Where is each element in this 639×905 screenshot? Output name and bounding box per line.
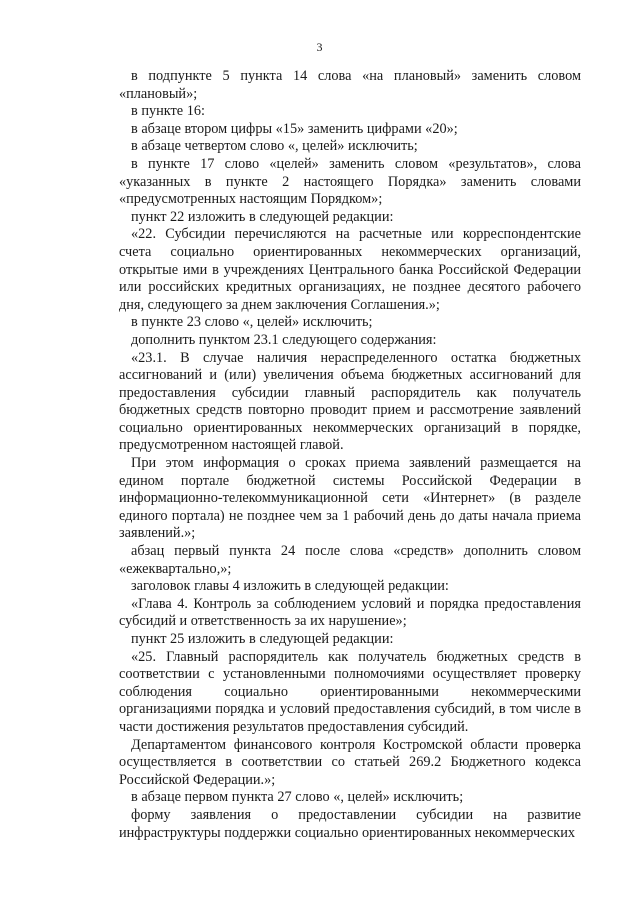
paragraph: в абзаце первом пункта 27 слово «, целей» исключить; <box>131 789 464 806</box>
page-number: 3 <box>316 40 323 54</box>
paragraph: пункт 25 изложить в следующей редакции: <box>131 631 394 647</box>
paragraph: в пункте 16: <box>131 103 205 120</box>
paragraph: «25. Главный распорядитель как получатель бюджетных средств в соответствии с установленными полномочиями осуществляет проверку соблюдения социально ориентированными некоммерческими организациями порядка и условий предоставления субсидий, в том числе в части достижения результатов предоставления субсидий. <box>119 648 581 735</box>
document-body <box>119 68 581 842</box>
paragraph: При этом информация о сроках приема заявлений размещается на едином портале бюджетной системы Российской Федерации в информационно-телекоммуникационной сети «Интернет» (в разделе единого портала) не позднее чем за 1 рабочий день до даты начала приема заявлений.»; <box>119 455 581 542</box>
paragraph: «Глава 4. Контроль за соблюдением условий и порядка предоставления субсидий и ответственность за их нарушение»; <box>119 595 581 630</box>
paragraph: в абзаце втором цифры «15» заменить цифрами «20»; <box>131 120 458 137</box>
paragraph: в пункте 17 слово «целей» заменить словом «результатов», слова «указанных в пункте 2 настоящего Порядка» заменить словами «предусмотренных настоящим Порядком»; <box>119 155 581 208</box>
paragraph: Департаментом финансового контроля Костромской области проверка осуществляется в соответствии со статьей 269.2 Бюджетного кодекса Российской Федерации.»; <box>119 736 581 788</box>
paragraph: дополнить пунктом 23.1 следующего содержания: <box>131 331 437 348</box>
paragraph: форму заявления о предоставлении субсидии на развитие инфраструктуры поддержки социально ориентированных некоммерческих <box>119 806 581 841</box>
paragraph: в подпункте 5 пункта 14 слова «на плановый» заменить словом «плановый»; <box>119 68 581 102</box>
paragraph: заголовок главы 4 изложить в следующей редакции: <box>131 578 449 595</box>
paragraph: в пункте 23 слово «, целей» исключить; <box>131 314 373 331</box>
paragraph: абзац первый пункта 24 после слова «средств» дополнить словом «ежеквартально,»; <box>119 543 581 577</box>
paragraph: в абзаце четвертом слово «, целей» исключить; <box>131 138 418 155</box>
paragraph: пункт 22 изложить в следующей редакции: <box>131 208 394 225</box>
paragraph: «23.1. В случае наличия нераспределенного остатка бюджетных ассигнований и (или) увеличения объема бюджетных ассигнований для предоставления субсидии главный распорядитель как получатель бюджетных средств повторно проводит прием и рассмотрение заявлений социально ориентированных некоммерческих организаций в порядке, предусмотренном настоящей главой. <box>119 349 581 454</box>
paragraph: «22. Субсидии перечисляются на расчетные или корреспондентские счета социально ориентированных некоммерческих организаций, открытые ими в учреждениях Центрального банка Российской Федерации или российских кредитных организациях, не позднее десятого рабочего дня, следующего за днем заключения Соглашения.»; <box>119 226 581 313</box>
